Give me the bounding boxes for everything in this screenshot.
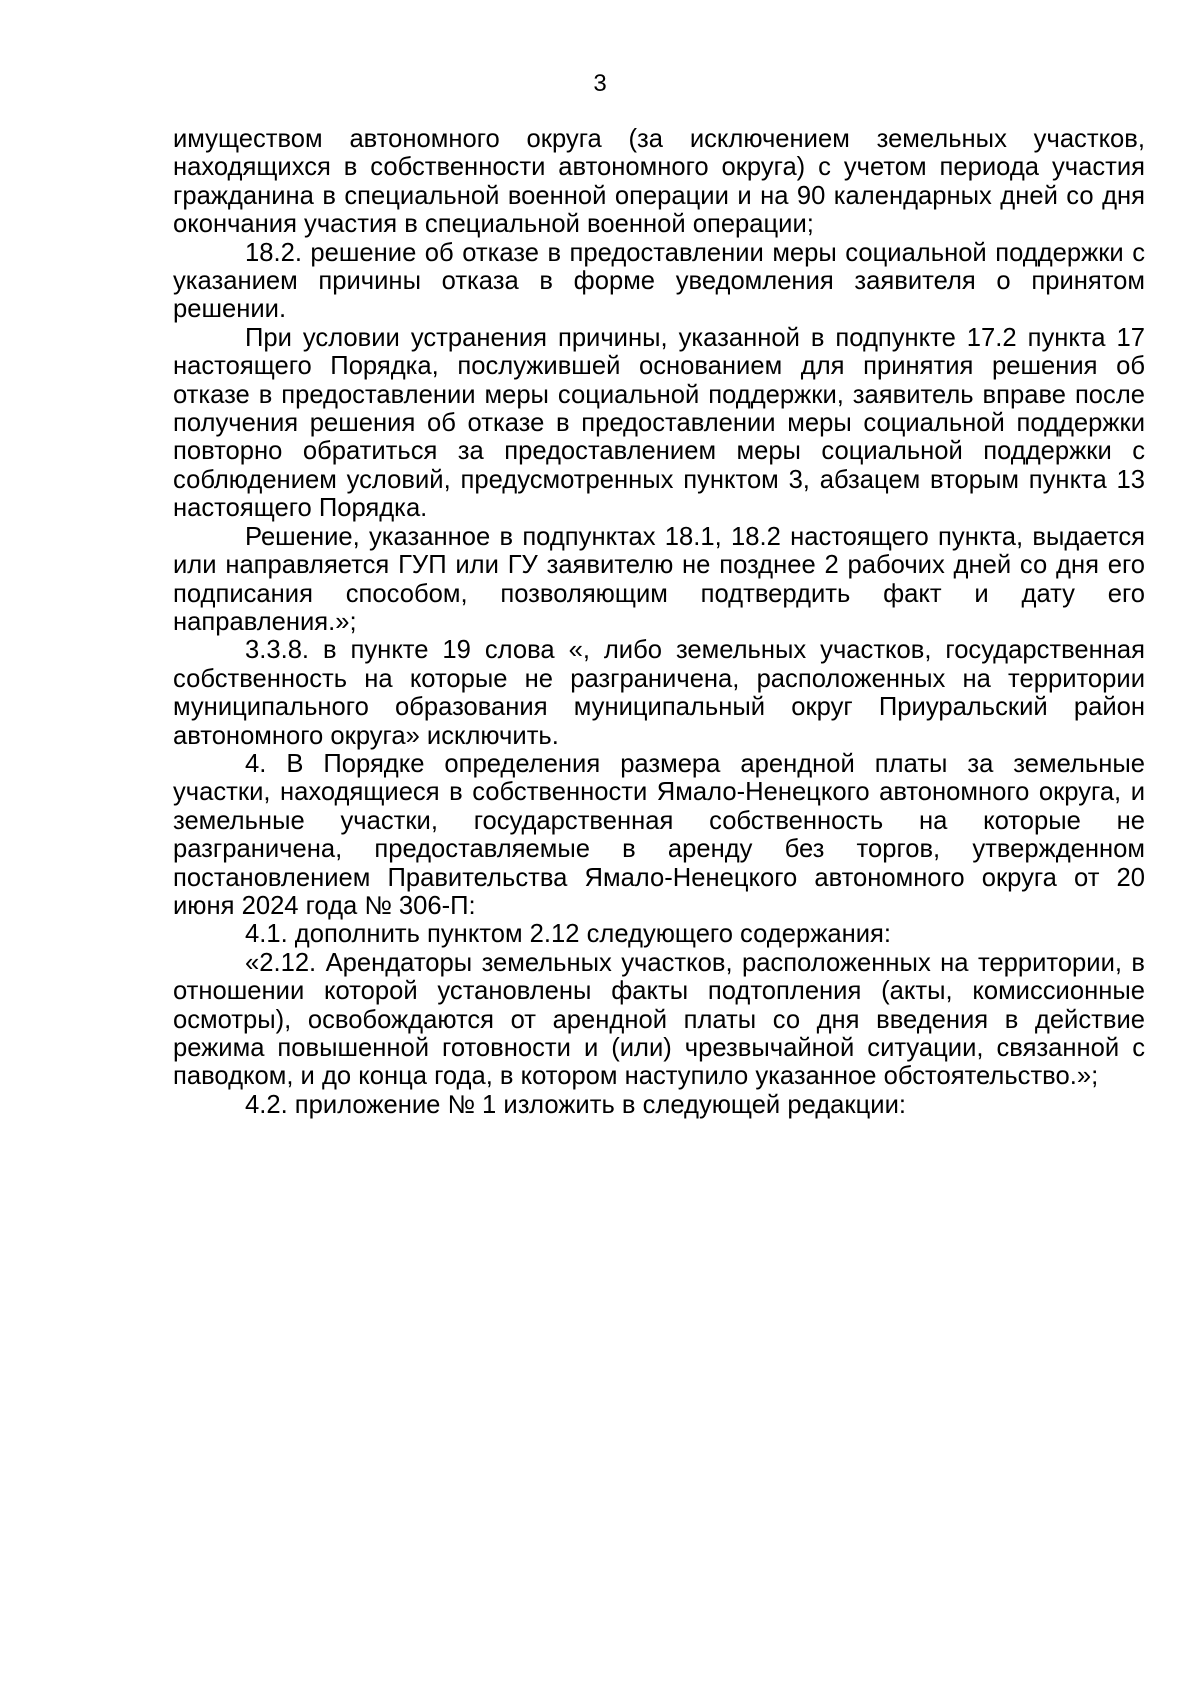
paragraph-4: 4. В Порядке определения размера арендной платы за земельные участки, находящиеся в собственности Ямало-Ненецкого автономного округа, и земельные участки, государственная собственность на которые не разграничена, предоставляемые в аренду без торгов, утвержденном постановлением Правительства Ямало-Ненецкого автономного округа от 20 июня 2024 года № 306-П:: [173, 749, 1145, 920]
paragraph-continuation: имуществом автономного округа (за исключением земельных участков, находящихся в собственности автономного округа) с учетом периода участия гражданина в специальной военной операции и на 90 календарных дней со дня окончания участия в специальной военной операции;: [173, 125, 1145, 239]
paragraph-reapply-condition: При условии устранения причины, указанной в подпункте 17.2 пункта 17 настоящего Порядка, послужившей основанием для принятия решения об отказе в предоставлении меры социальной поддержки, заявитель вправе после получения решения об отказе в предоставлении меры социальной поддержки повторно обратиться за предоставлением меры социальной поддержки с соблюдением условий, предусмотренных пунктом 3, абзацем вторым пункта 13 настоящего Порядка.: [173, 323, 1145, 523]
page-number: 3: [593, 70, 607, 97]
paragraph-4-1: 4.1. дополнить пунктом 2.12 следующего содержания:: [245, 920, 891, 949]
paragraph-decision-delivery: Решение, указанное в подпунктах 18.1, 18.2 настоящего пункта, выдается или направляется ГУП или ГУ заявителю не позднее 2 рабочих дней со дня его подписания способом, позволяющим подтвердить факт и дату его направления.»;: [173, 522, 1145, 636]
paragraph-3-3-8: 3.3.8. в пункте 19 слова «, либо земельных участков, государственная собственность на которые не разграничена, расположенных на территории муниципального образования муниципальный округ Приуральский район автономного округа» исключить.: [173, 636, 1145, 750]
paragraph-18-2: 18.2. решение об отказе в предоставлении меры социальной поддержки с указанием причины отказа в форме уведомления заявителя о принятом решении.: [173, 238, 1145, 324]
document-body: [173, 125, 1145, 1119]
paragraph-2-12-quote: «2.12. Арендаторы земельных участков, расположенных на территории, в отношении которой установлены факты подтопления (акты, комиссионные осмотры), освобождаются от арендной платы со дня введения в действие режима повышенной готовности и (или) чрезвычайной ситуации, связанной с паводком, и до конца года, в котором наступило указанное обстоятельство.»;: [173, 948, 1145, 1091]
paragraph-4-2: 4.2. приложение № 1 изложить в следующей редакции:: [245, 1090, 906, 1119]
